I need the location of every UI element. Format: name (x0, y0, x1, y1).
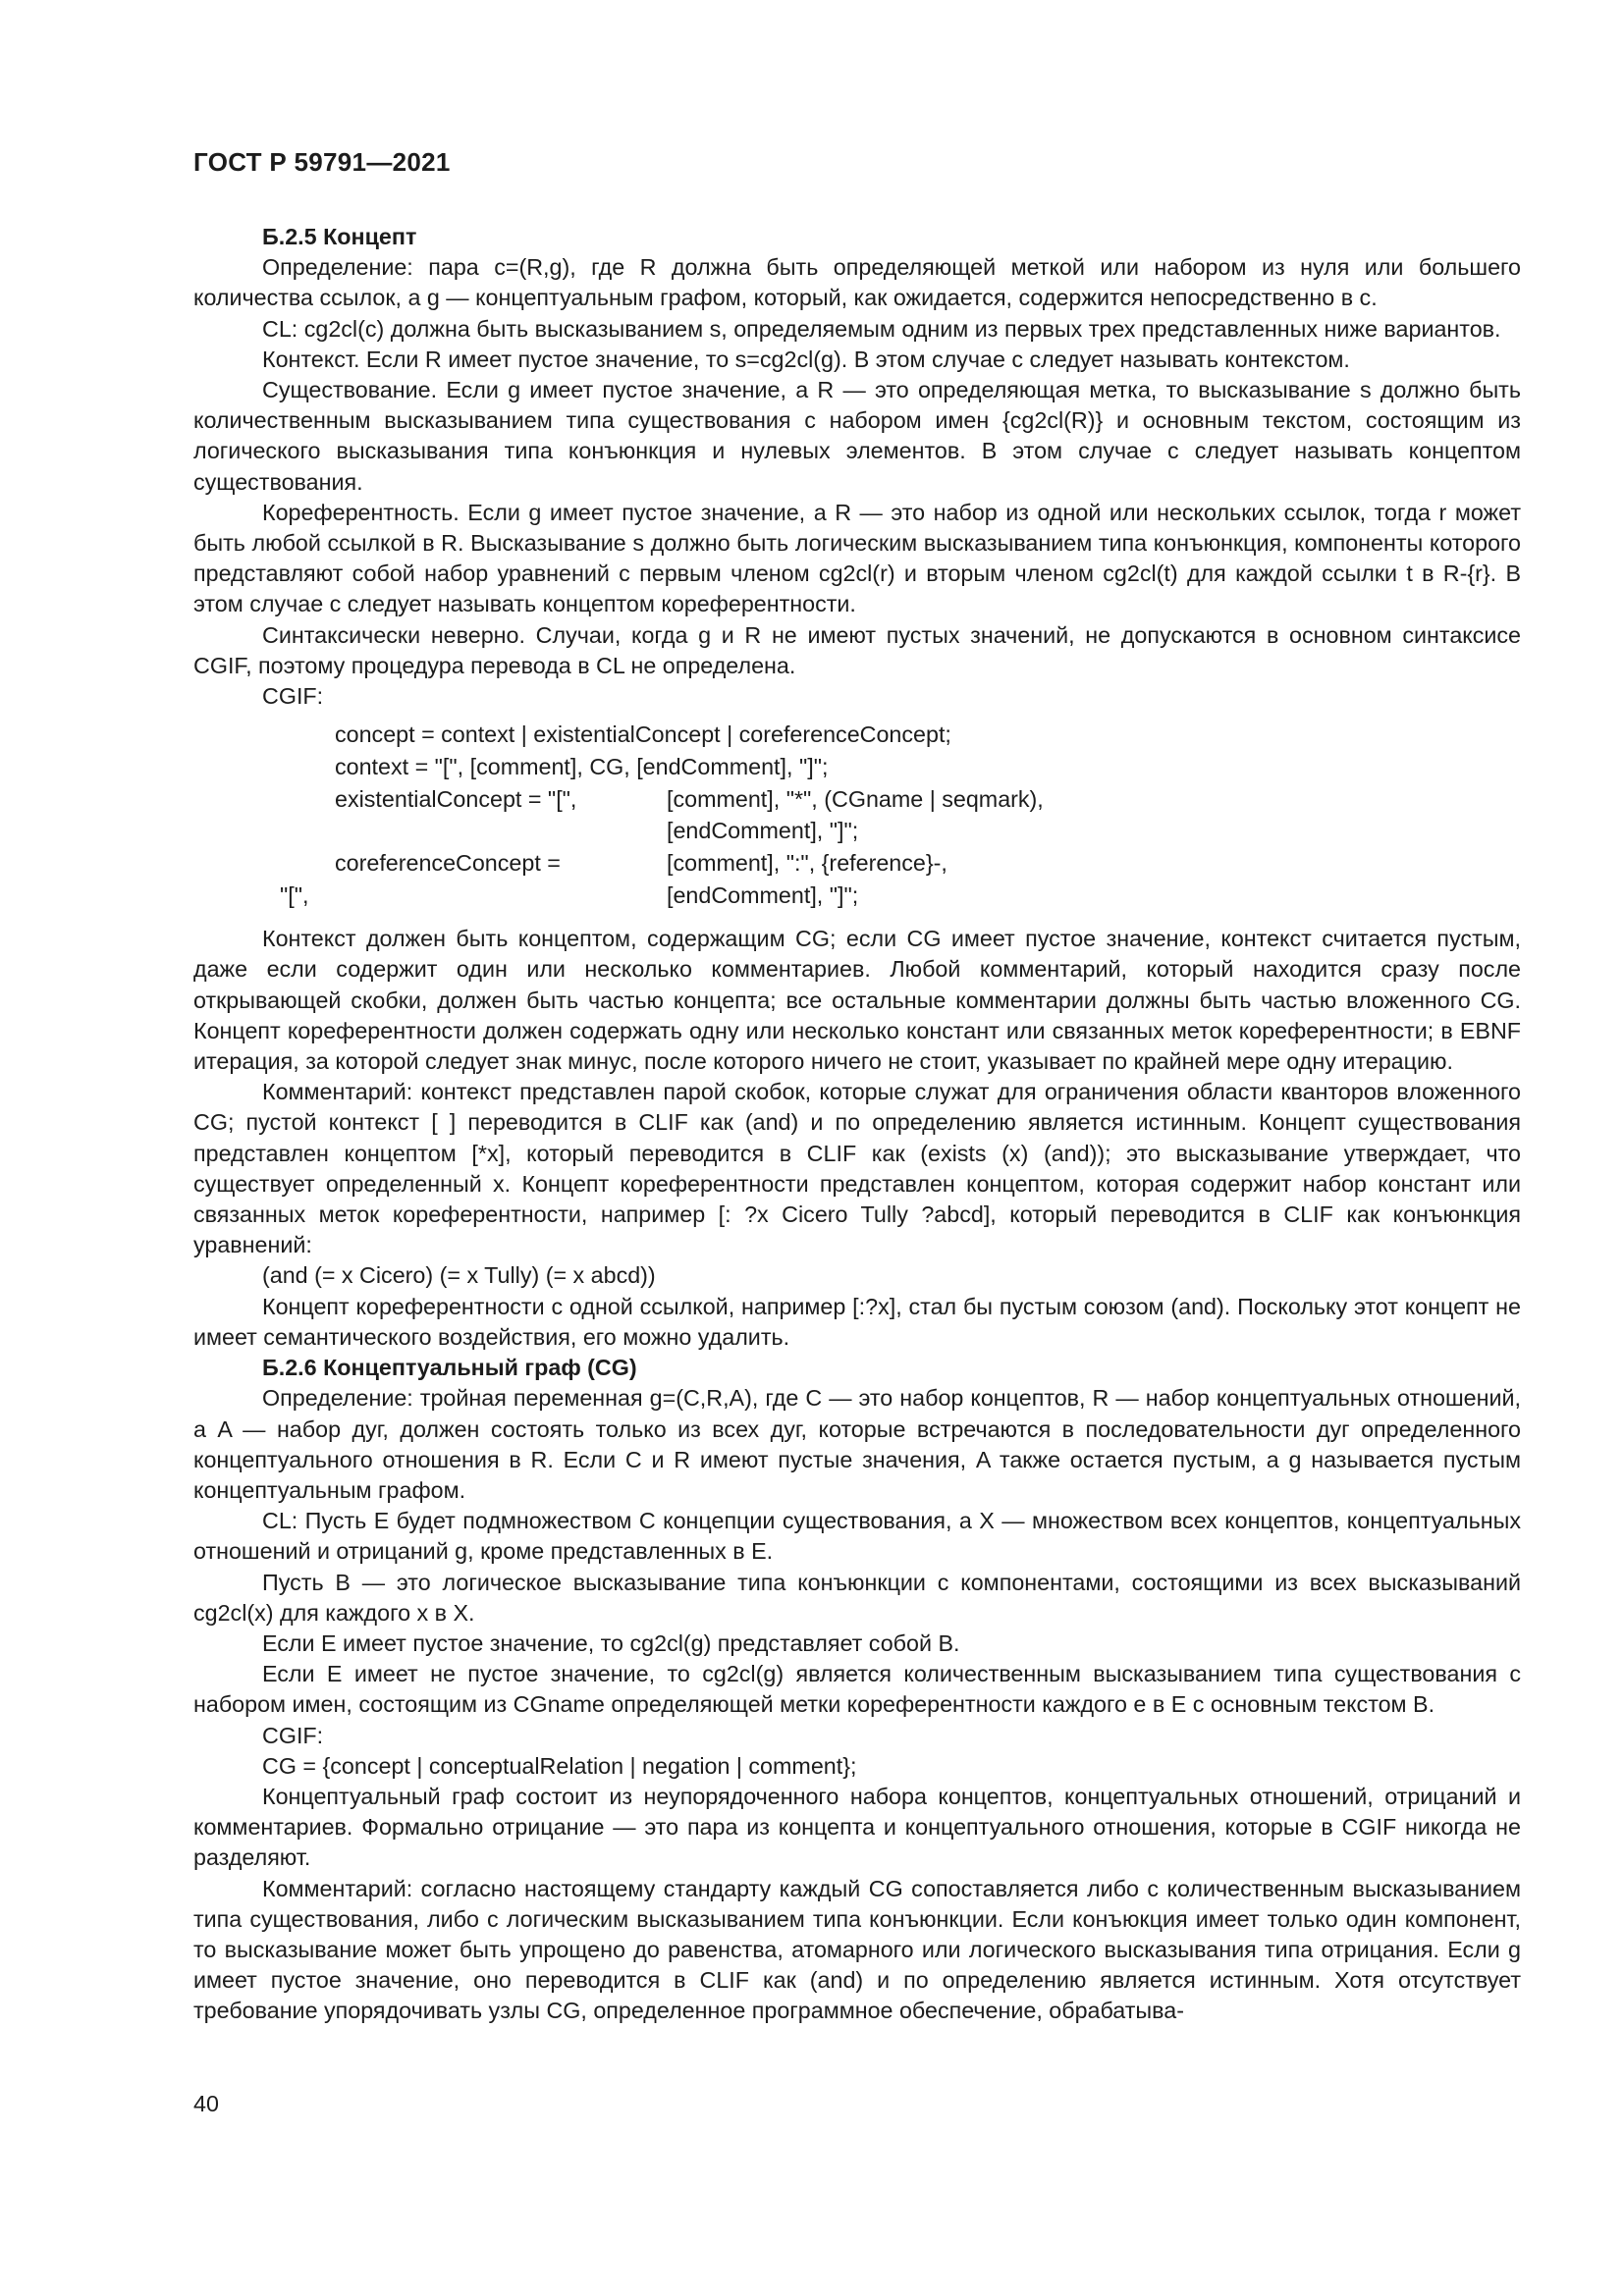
paragraph-cl: CL: Пусть E будет подмножеством C концепции существования, а X — множеством всех концептов, концептуальных отношений и отрицаний g, кроме представленных в E. (193, 1508, 1521, 1565)
ebnf-line: concept = context | existentialConcept | coreferenceConcept; (335, 721, 951, 748)
paragraph-graph-description: Концептуальный граф состоит из неупорядоченного набора концептов, концептуальных отношений, отрицаний и комментариев. Формально отрицание — это пара из концепта и концептуального отношения, которые в CGIF никогда не разделяют. (193, 1783, 1521, 1871)
paragraph-cg-rule: CG = {concept | conceptualRelation | negation | comment}; (262, 1752, 857, 1779)
paragraph-let-b: Пусть B — это логическое высказывание типа конъюнкции с компонентами, состоящими из всех высказываний cg2cl(x) для каждого x в X. (193, 1569, 1521, 1626)
document-body (193, 222, 1521, 2027)
ebnf-line: existentialConcept = "[", (335, 786, 577, 813)
paragraph-context: Контекст. Если R имеет пустое значение, то s=cg2cl(g). В этом случае c следует называть контекстом. (262, 346, 1350, 372)
paragraph-definition: Определение: пара c=(R,g), где R должна быть определяющей меткой или набором из нуля или большего количества ссылок, а g — концептуальным графом, который, как ожидается, содержится непосредственно в c. (193, 254, 1521, 311)
ebnf-line: [comment], ":", {reference}-, (667, 850, 947, 877)
ebnf-block (193, 718, 1521, 914)
paragraph-and-expression: (and (= x Cicero) (= x Tully) (= x abcd)) (262, 1262, 656, 1289)
paragraph-comment: Комментарий: контекст представлен парой скобок, которые служат для ограничения области кванторов вложенного CG; пустой контекст [ ] переводится в CLIF как (and) и по определению является истинным. Концепт существования представлен концептом [*x], который переводится в CLIF как (exists (x) (and)); это высказывание утверждает, что существует определенный x. Концепт кореферентности представлен концептом, которая содержит набор констант или связанных меток кореферентности, например [: ?x Cicero Tully ?abcd], который переводится в CLIF как конъюнкция уравнений: (193, 1079, 1521, 1258)
ebnf-line: [comment], "*", (CGname | seqmark), (667, 786, 1044, 813)
ebnf-line: [endComment], "]"; (667, 818, 859, 844)
paragraph-if-nonempty: Если E имеет не пустое значение, то cg2cl(g) является количественным высказыванием типа существования с набором имен, состоящим из CGname определяющей метки кореферентности каждого e в E с основным текстом B. (193, 1661, 1521, 1718)
ebnf-line: context = "[", [comment], CG, [endComment], "]"; (335, 754, 829, 780)
paragraph-definition: Определение: тройная переменная g=(C,R,A), где C — это набор концептов, R — набор концептуальных отношений, а A — набор дуг, должен состоять только из всех дуг, которые встречаются в последовательности дуг определенного концептуального отношения в R. Если C и R имеют пустые значения, A также остается пустым, а g называется пустым концептуальным графом. (193, 1385, 1521, 1503)
cgif-label: CGIF: (262, 683, 324, 710)
document-header: ГОСТ Р 59791—2021 (193, 147, 451, 177)
page-number: 40 (193, 2091, 219, 2116)
paragraph-cl: CL: cg2cl(c) должна быть высказыванием s, определяемым одним из первых трех представленных ниже вариантов. (262, 315, 1501, 342)
cgif-label: CGIF: (262, 1722, 324, 1748)
paragraph-single-reference: Концепт кореферентности с одной ссылкой, например [:?x], стал бы пустым союзом (and). Поскольку этот концепт не имеет семантического воздействия, его можно удалить. (193, 1293, 1521, 1350)
paragraph-existence: Существование. Если g имеет пустое значение, а R — это определяющая метка, то высказывание s должно быть количественным высказыванием типа существования с набором имен {cg2cl(R)} и основным текстом, состоящим из логического высказывания типа конъюнкция и нулевых элементов. В этом случае c следует называть концептом существования. (193, 377, 1521, 495)
paragraph-comment: Комментарий: согласно настоящему стандарту каждый CG сопоставляется либо с количественным высказыванием типа существования, либо с логическим высказыванием типа конъюнкции. Если конъюкция имеет только один компонент, то высказывание может быть упрощено до равенства, атомарного или логического высказывания типа отрицания. Если g имеет пустое значение, оно переводится в CLIF как (and) и по определению является истинным. Хотя отсутствует требование упорядочивать узлы CG, определенное программное обеспечение, обрабатыва- (193, 1875, 1521, 2024)
paragraph-after-ebnf: Контекст должен быть концептом, содержащим CG; если CG имеет пустое значение, контекст считается пустым, даже если содержит один или несколько комментариев. Любой комментарий, который находится сразу после открывающей скобки, должен быть частью концепта; все остальные комментарии должны быть частью вложенного CG. Концепт кореферентности должен содержать одну или несколько констант или связанных меток кореферентности; в EBNF итерация, за которой следует знак минус, после которого ничего не стоит, указывает по крайней мере одну итерацию. (193, 926, 1521, 1075)
section-heading-concept: Б.2.5 Концепт (262, 224, 417, 249)
paragraph-syntax: Синтаксически неверно. Случаи, когда g и R не имеют пустых значений, не допускаются в основном синтаксисе CGIF, поэтому процедура перевода в CL не определена. (193, 621, 1521, 678)
ebnf-line: coreferenceConcept = (335, 850, 561, 877)
ebnf-line: "[", (280, 882, 309, 909)
paragraph-coreference: Кореферентность. Если g имеет пустое значение, а R — это набор из одной или нескольких ссылок, тогда r может быть любой ссылкой в R. Высказывание s должно быть логическим высказыванием типа конъюнкция, компоненты которого представляют собой набор уравнений с первым членом cg2cl(r) и вторым членом cg2cl(t) для каждой ссылки t в R-{r}. В этом случае c следует называть концептом кореферентности. (193, 499, 1521, 617)
section-heading-conceptual-graph: Б.2.6 Концептуальный граф (CG) (262, 1355, 637, 1381)
ebnf-line: [endComment], "]"; (667, 882, 859, 909)
paragraph-if-empty: Если E имеет пустое значение, то cg2cl(g) представляет собой B. (262, 1629, 960, 1656)
